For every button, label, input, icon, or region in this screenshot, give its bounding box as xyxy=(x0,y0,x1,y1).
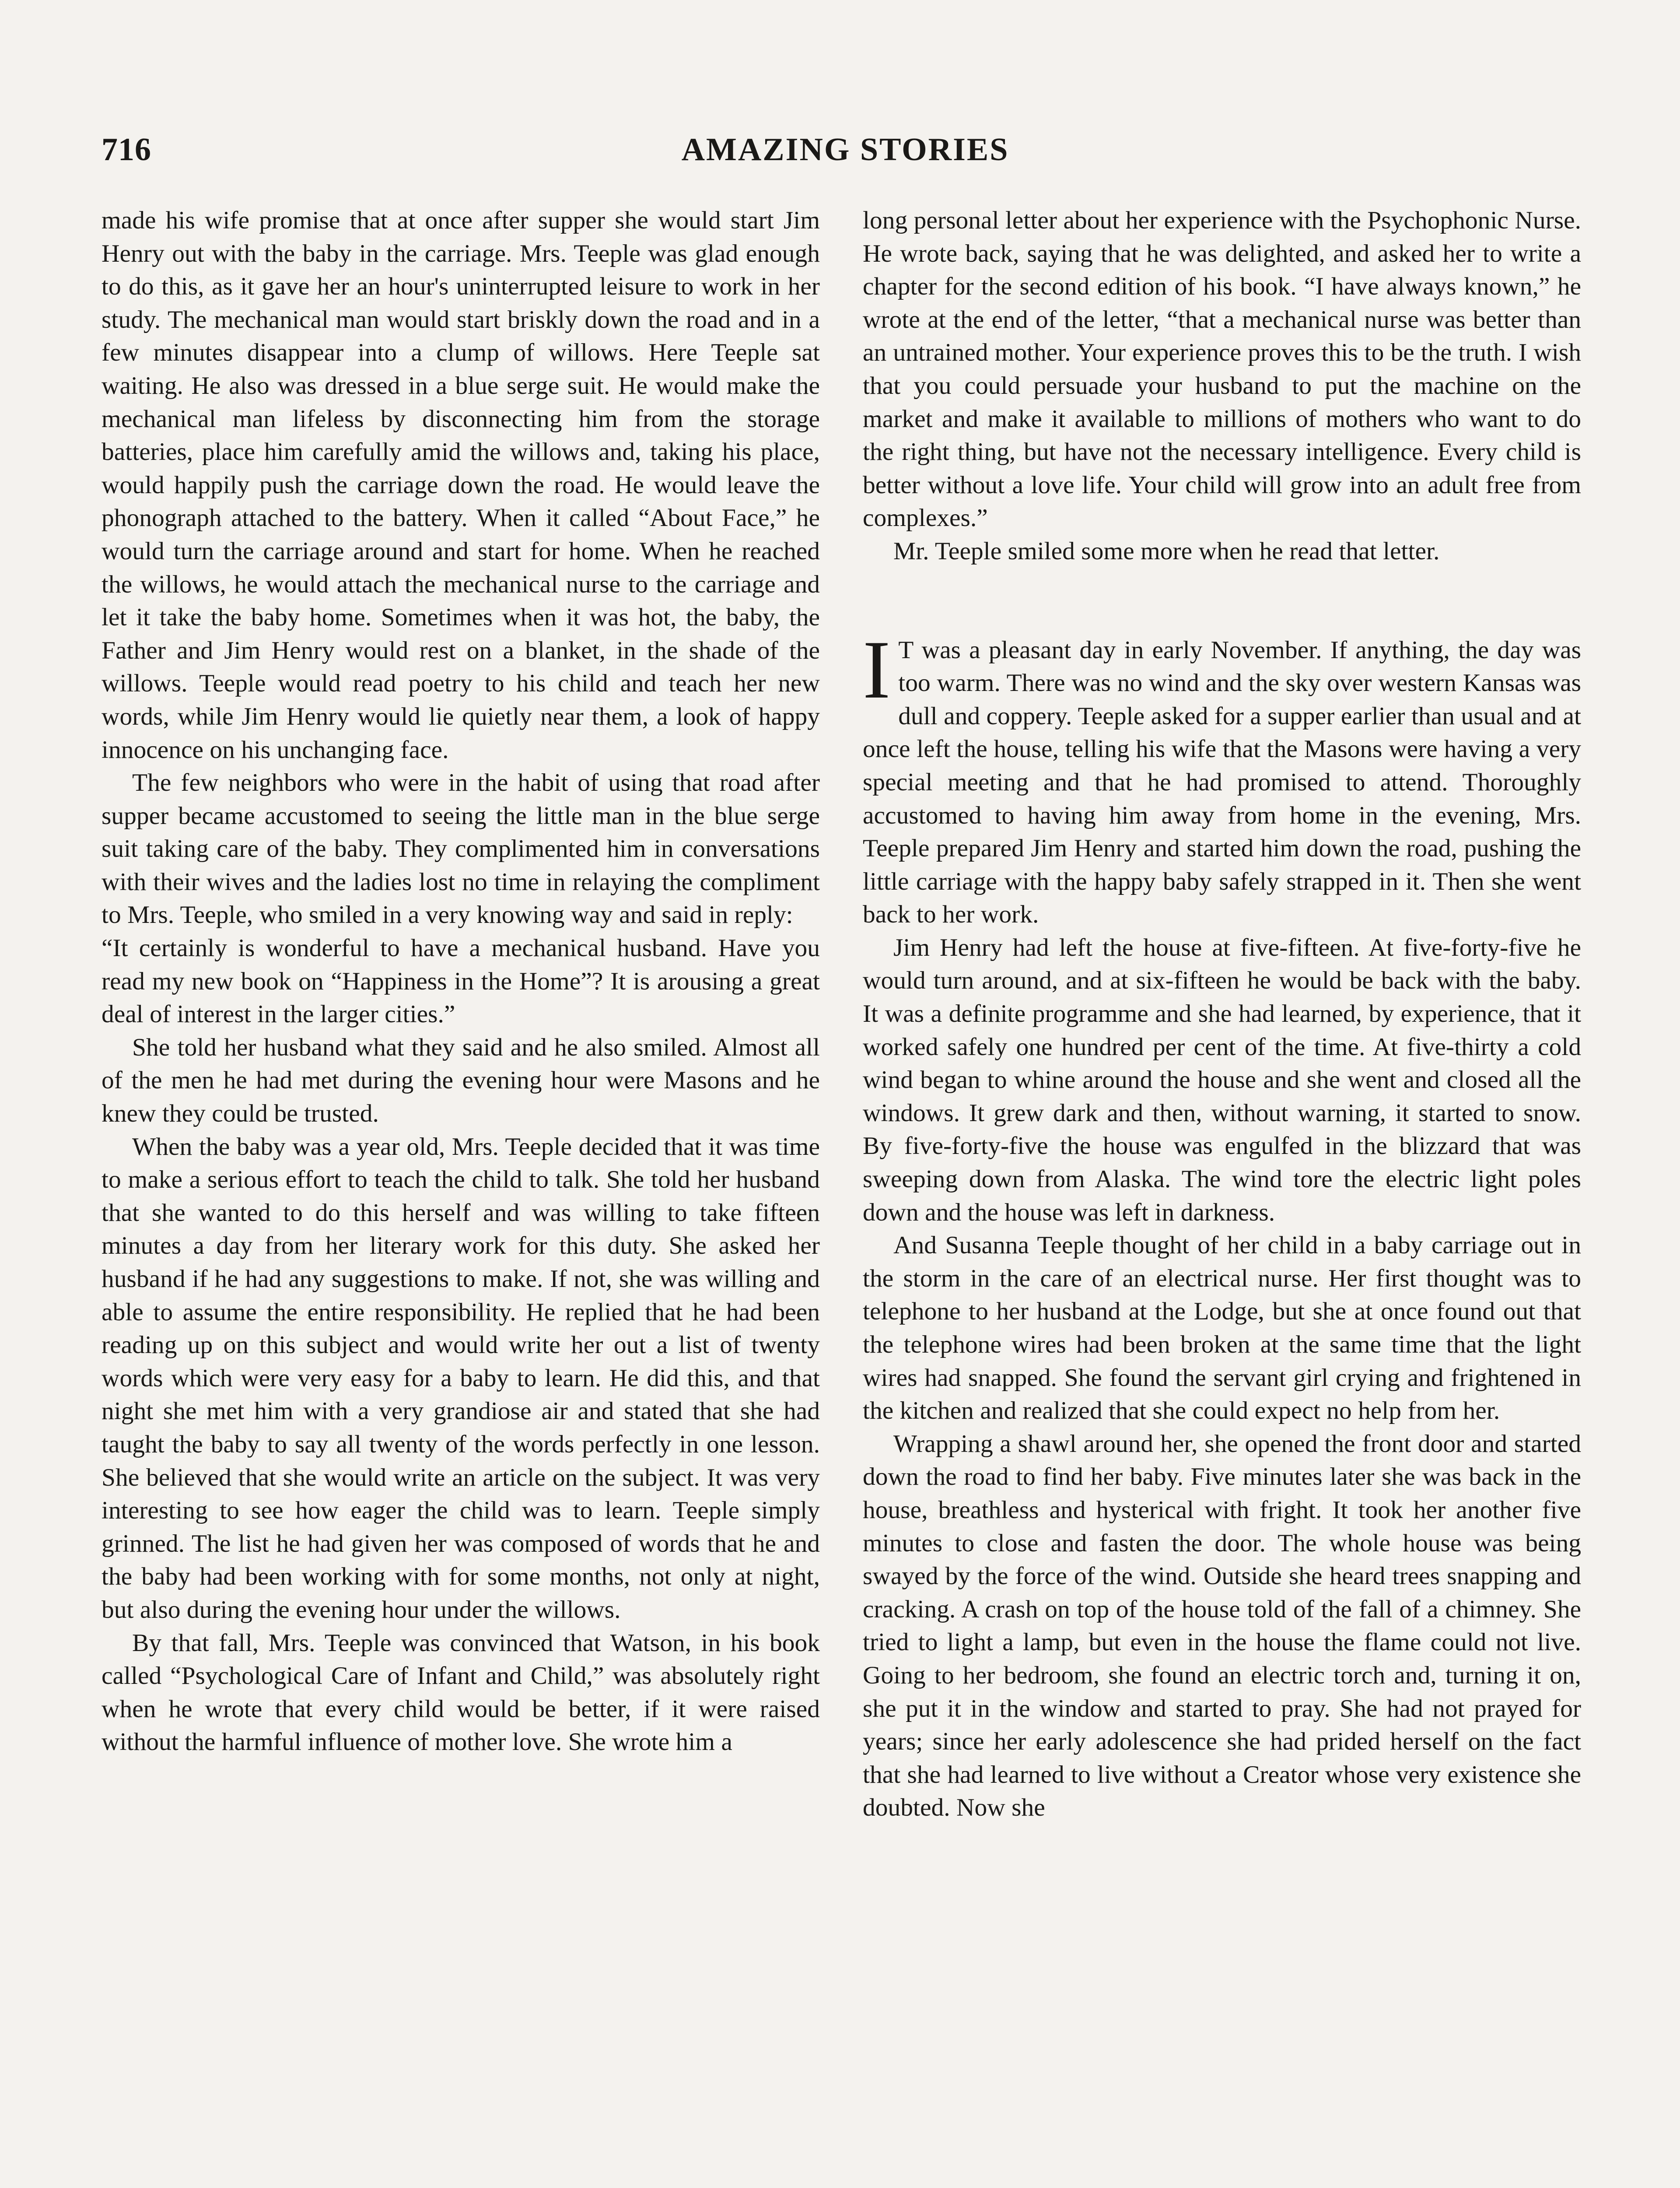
paragraph: When the baby was a year old, Mrs. Teeple decided that it was time to make a serious effort to teach the child to talk. She told her husband that she wanted to do this herself and was willing to take fifteen minutes a day from her literary work for this duty. She asked her husband if he had any suggestions to make. If not, she was willing and able to assume the entire responsibility. He replied that he had been reading up on this subject and would write her out a list of twenty words which were very easy for a baby to learn. He did this, and that night she met him with a very grandiose air and stated that she had taught the baby to say all twenty of the words perfectly in one lesson. She believed that she would write an article on the subject. It was very interesting to see how eager the child was to learn. Teeple simply grinned. The list he had given her was composed of words that he and the baby had been working with for some months, not only at night, but also during the evening hour under the willows. xyxy=(102,1133,820,1623)
paragraph: By that fall, Mrs. Teeple was convinced that Watson, in his book called “Psychological Care of Infant and Child,” was absolutely right when he wrote that every child would be better, if it were raised without the harmful influence of mother love. She wrote him a xyxy=(102,1629,820,1756)
paragraph: Mr. Teeple smiled some more when he read that letter. xyxy=(893,537,1440,565)
section-break xyxy=(863,568,1581,634)
paragraph: “It certainly is wonderful to have a mechanical husband. Have you read my new book on “Happiness in the Home”? It is arousing a great deal of interest in the larger cities.” xyxy=(102,934,820,1028)
drop-cap-paragraph xyxy=(863,624,1581,931)
drop-cap-letter: I xyxy=(863,624,891,716)
paragraph: The few neighbors who were in the habit of using that road after supper became accustomed to seeing the little man in the blue serge suit taking care of the baby. They complimented him in conversations with their wives and the ladies lost no time in relaying the compliment to Mrs. Teeple, who smiled in a very knowing way and said in reply: xyxy=(102,769,820,929)
left-column xyxy=(102,204,820,1759)
magazine-title: AMAZING STORIES xyxy=(681,132,1009,168)
paragraph: made his wife promise that at once after supper she would start Jim Henry out with the baby in the carriage. Mrs. Teeple was glad enough to do this, as it gave her an hour's uninterrupted leisure to work in her study. The mechanical man would start briskly down the road and in a few minutes disappear into a clump of willows. Here Teeple sat waiting. He also was dressed in a blue serge suit. He would make the mechanical man lifeless by disconnecting him from the storage batteries, place him carefully amid the willows and, taking his place, would happily push the carriage down the road. He would leave the phonograph attached to the battery. When it called “About Face,” he would turn the carriage around and start for home. When he reached the willows, he would attach the mechanical nurse to the carriage and let it take the baby home. Sometimes when it was hot, the baby, the Father and Jim Henry would rest on a blanket, in the shade of the willows. Teeple would read poetry to his child and teach her new words, while Jim Henry would lie quietly near them, a look of happy innocence on his unchanging face. xyxy=(102,207,820,764)
paragraph: Wrapping a shawl around her, she opened the front door and started down the road to find her baby. Five minutes later she was back in the house, breathless and hysterical with fright. It took her another five minutes to close and fasten the door. The whole house was being swayed by the force of the wind. Outside she heard trees snapping and cracking. A crash on top of the house told of the fall of a chimney. She tried to light a lamp, but even in the house the flame could not live. Going to her bedroom, she found an electric torch and, turning it on, she put it in the window and started to pray. She had not prayed for years; since her early adolescence she had prided herself on the fact that she had learned to live without a Creator whose very existence she doubted. Now she xyxy=(863,1430,1581,1822)
paragraph: She told her husband what they said and he also smiled. Almost all of the men he had met during the evening hour were Masons and he knew they could be trusted. xyxy=(102,1033,820,1128)
running-head xyxy=(102,131,1589,179)
page-number: 716 xyxy=(102,132,151,168)
right-column xyxy=(863,204,1581,1824)
paragraph: Jim Henry had left the house at five-fifteen. At five-forty-five he would turn around, and at six-fifteen he would be back with the baby. It was a definite programme and she had learned, by experience, that it worked safely one hundred per cent of the time. At five-thirty a cold wind began to whine around the house and she went and closed all the windows. It grew dark and then, without warning, it started to snow. By five-forty-five the house was engulfed in the blizzard that was sweeping down from Alaska. The wind tore the electric light poles down and the house was left in darkness. xyxy=(863,933,1581,1226)
paragraph: And Susanna Teeple thought of her child in a baby carriage out in the storm in the care of an electrical nurse. Her first thought was to telephone to her husband at the Lodge, but she at once found out that the telephone wires had been broken at the same time that the light wires had snapped. She found the servant girl crying and frightened in the kitchen and realized that she could expect no help from her. xyxy=(863,1231,1581,1425)
paragraph: long personal letter about her experience with the Psychophonic Nurse. He wrote back, saying that he was delighted, and asked her to write a chapter for the second edition of his book. “I have always known,” he wrote at the end of the letter, “that a mechanical nurse was better than an untrained mother. Your experience proves this to be the truth. I wish that you could persuade your husband to put the machine on the market and make it available to millions of mothers who want to do the right thing, but have not the necessary intelligence. Every child is better without a love life. Your child will grow into an adult free from complexes.” xyxy=(863,207,1581,532)
drop-cap-text: T was a pleasant day in early November. If anything, the day was too warm. There was no wind and the sky over western Kansas was dull and coppery. Teeple asked for a supper earlier than usual and at once left the house, telling his wife that the Masons were having a very special meeting and that he had promised to attend. Thoroughly accustomed to having him away from home in the evening, Mrs. Teeple prepared Jim Henry and started him down the road, pushing the little carriage with the happy baby safely strapped in it. Then she went back to her work. xyxy=(863,636,1581,929)
